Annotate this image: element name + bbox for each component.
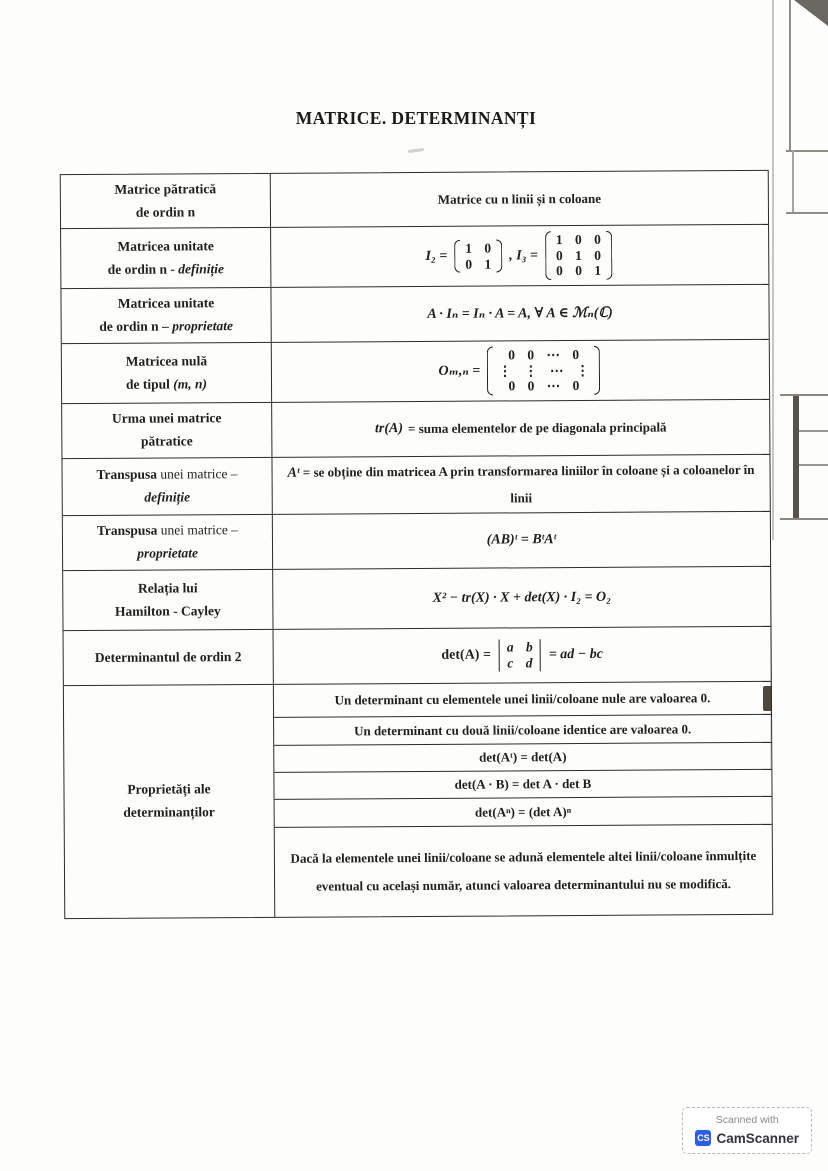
scan-artifact	[408, 148, 424, 153]
term-line: definiție	[144, 489, 191, 505]
term-cell	[62, 458, 272, 515]
identity-matrix-3	[545, 230, 612, 280]
determinant-matrix	[499, 639, 541, 671]
definition-text: = suma elementelor de pe diagonala principală	[407, 419, 667, 437]
definition-cell	[273, 567, 770, 629]
page-edge-artifact	[792, 150, 794, 213]
term-line: Matricea unitate	[117, 237, 214, 254]
property-item: Un determinant cu două linii/coloane identice are valoarea 0.	[274, 714, 771, 745]
term-line: Hamilton - Cayley	[114, 602, 221, 619]
property-item: Un determinant cu elementele unei linii/coloane nule are valoarea 0.	[334, 690, 711, 708]
definition-cell	[272, 455, 769, 514]
term-text: unei matrice –	[156, 466, 238, 482]
formula-separator: , I₃ =	[509, 247, 539, 263]
formula-text: A · Iₙ = Iₙ · A = A, ∀ A ∈ ℳₙ(ℂ)	[427, 305, 613, 322]
matrix-row: c d	[507, 655, 533, 671]
identity-matrix-2	[454, 239, 502, 273]
matrix-row: a b	[506, 639, 533, 655]
term-cell	[61, 228, 271, 288]
definition-cell	[271, 225, 768, 287]
camscanner-brand-text: CamScanner	[716, 1130, 799, 1146]
formula-lead: I₂ =	[425, 248, 448, 264]
page-edge-artifact	[780, 394, 828, 396]
term-line	[108, 258, 224, 282]
page-title: MATRICE. DETERMINANȚI	[295, 108, 537, 128]
definition-cell	[271, 171, 768, 227]
term-text-italic: definiție	[178, 260, 224, 276]
reference-table	[60, 170, 774, 919]
page-edge-artifact	[799, 430, 828, 432]
page-edge-artifact	[799, 464, 828, 466]
matrix-row: 0 0 ⋯ 0	[508, 378, 580, 394]
term-cell	[62, 343, 272, 403]
term-line: Matrice pătratică	[114, 180, 217, 197]
term-line: Matricea unitate	[117, 295, 215, 311]
term-text: Transpusa	[96, 522, 158, 539]
matrix-body	[460, 239, 496, 273]
definition-cell	[271, 285, 768, 342]
term-text: de ordin n –	[99, 318, 173, 334]
definition-paragraph	[282, 457, 759, 513]
table-row	[64, 626, 771, 685]
table-row	[61, 171, 768, 228]
page-edge-artifact	[793, 396, 799, 520]
property-item: det(Aⁿ) = (det A)ⁿ	[275, 796, 772, 827]
null-matrix	[487, 345, 600, 395]
matrix-body	[493, 346, 594, 396]
property-item: det(A · B) = det A · det B	[274, 769, 771, 799]
term-line: de ordin n	[135, 203, 196, 220]
table-row	[62, 399, 769, 458]
term-cell	[63, 570, 273, 630]
definition-cell	[273, 512, 770, 569]
term-text: unei matrice –	[157, 522, 239, 538]
term-text: de ordin n -	[107, 260, 179, 277]
table-row	[63, 566, 770, 630]
paren-right	[496, 239, 502, 273]
term-cell	[61, 174, 271, 228]
matrix-row: 0 1 0	[555, 247, 602, 263]
table-row	[61, 284, 768, 343]
term-text-italic: (m, n)	[173, 375, 208, 391]
matrix-row: 0 1	[465, 256, 492, 272]
page-edge-artifact	[780, 518, 828, 520]
definition-text: = se obține din matricea A prin transformarea liniilor în coloane și a coloanelor în linii	[302, 461, 755, 506]
term-cell	[64, 630, 274, 685]
paren-right	[594, 345, 600, 395]
term-line: Urma unei matrice	[111, 410, 222, 426]
property-item: Dacă la elementele unei linii/coloane se adună elementele altei linii/coloane înmulțite eventual cu același număr, atunci valoarea determinantului nu se modifică.	[275, 824, 773, 917]
term-cell	[63, 515, 273, 570]
formula-text: (AB)ᵗ = BᵗAᵗ	[486, 532, 557, 548]
matrix-body	[551, 230, 606, 280]
formula-text: X² − tr(X) · X + det(X) · I₂ = O₂	[432, 589, 612, 606]
formula-tail: = ad − bc	[548, 646, 604, 663]
term-line: Proprietăți ale	[127, 781, 211, 797]
term-cell	[64, 685, 275, 918]
formula-lead: tr(A)	[374, 421, 404, 437]
term-text-italic: proprietate	[172, 318, 233, 334]
page-corner-shadow	[794, 0, 828, 26]
term-text: Transpusa	[96, 466, 158, 483]
term-line	[126, 373, 207, 396]
page-edge-artifact	[789, 0, 791, 150]
term-line: Relația lui	[137, 579, 198, 596]
property-item: det(Aᵗ) = det(A)	[274, 742, 771, 772]
matrix-row: ⋮ ⋮ ⋯ ⋮	[498, 362, 590, 379]
term-line: pătratice	[140, 433, 193, 449]
definition-text: Matrice cu n linii și n coloane	[437, 190, 602, 207]
term-text: de tipul	[125, 375, 174, 392]
matrix-row: 1 0	[465, 240, 492, 256]
term-line: determinanților	[123, 804, 215, 820]
table-row	[62, 454, 769, 515]
term-line	[99, 315, 233, 339]
matrix-row: 1 0 0	[555, 231, 601, 247]
definition-cell	[274, 627, 771, 684]
term-line: Determinantul de ordin 2	[94, 648, 242, 665]
properties-list	[274, 682, 772, 917]
camscanner-logo-icon: CS	[695, 1130, 711, 1146]
page-edge-artifact	[772, 0, 774, 540]
term-line	[97, 519, 238, 543]
term-line	[96, 463, 237, 487]
matrix-row: 0 0 1	[556, 263, 602, 279]
term-line: proprietate	[137, 545, 198, 561]
camscanner-badge	[682, 1107, 812, 1154]
term-cell	[61, 288, 271, 343]
table-row	[61, 224, 768, 288]
formula-lead: Oₘ,ₙ =	[438, 363, 481, 379]
page-edge-artifact	[786, 212, 828, 214]
formula-lead: Aᵗ	[287, 465, 300, 481]
table-row	[64, 681, 772, 918]
table-row	[63, 511, 770, 570]
definition-cell	[272, 340, 769, 402]
matrix-row: 0 0 ⋯ 0	[508, 346, 580, 363]
definition-cell	[272, 400, 769, 457]
paren-right	[606, 230, 612, 280]
scanned-with-text: Scanned with	[715, 1114, 779, 1126]
term-line: Matricea nulă	[125, 352, 208, 369]
table-row	[62, 339, 769, 403]
camscanner-brand-row	[695, 1130, 799, 1146]
formula-lead: det(A) =	[441, 647, 491, 663]
term-cell	[62, 403, 272, 458]
